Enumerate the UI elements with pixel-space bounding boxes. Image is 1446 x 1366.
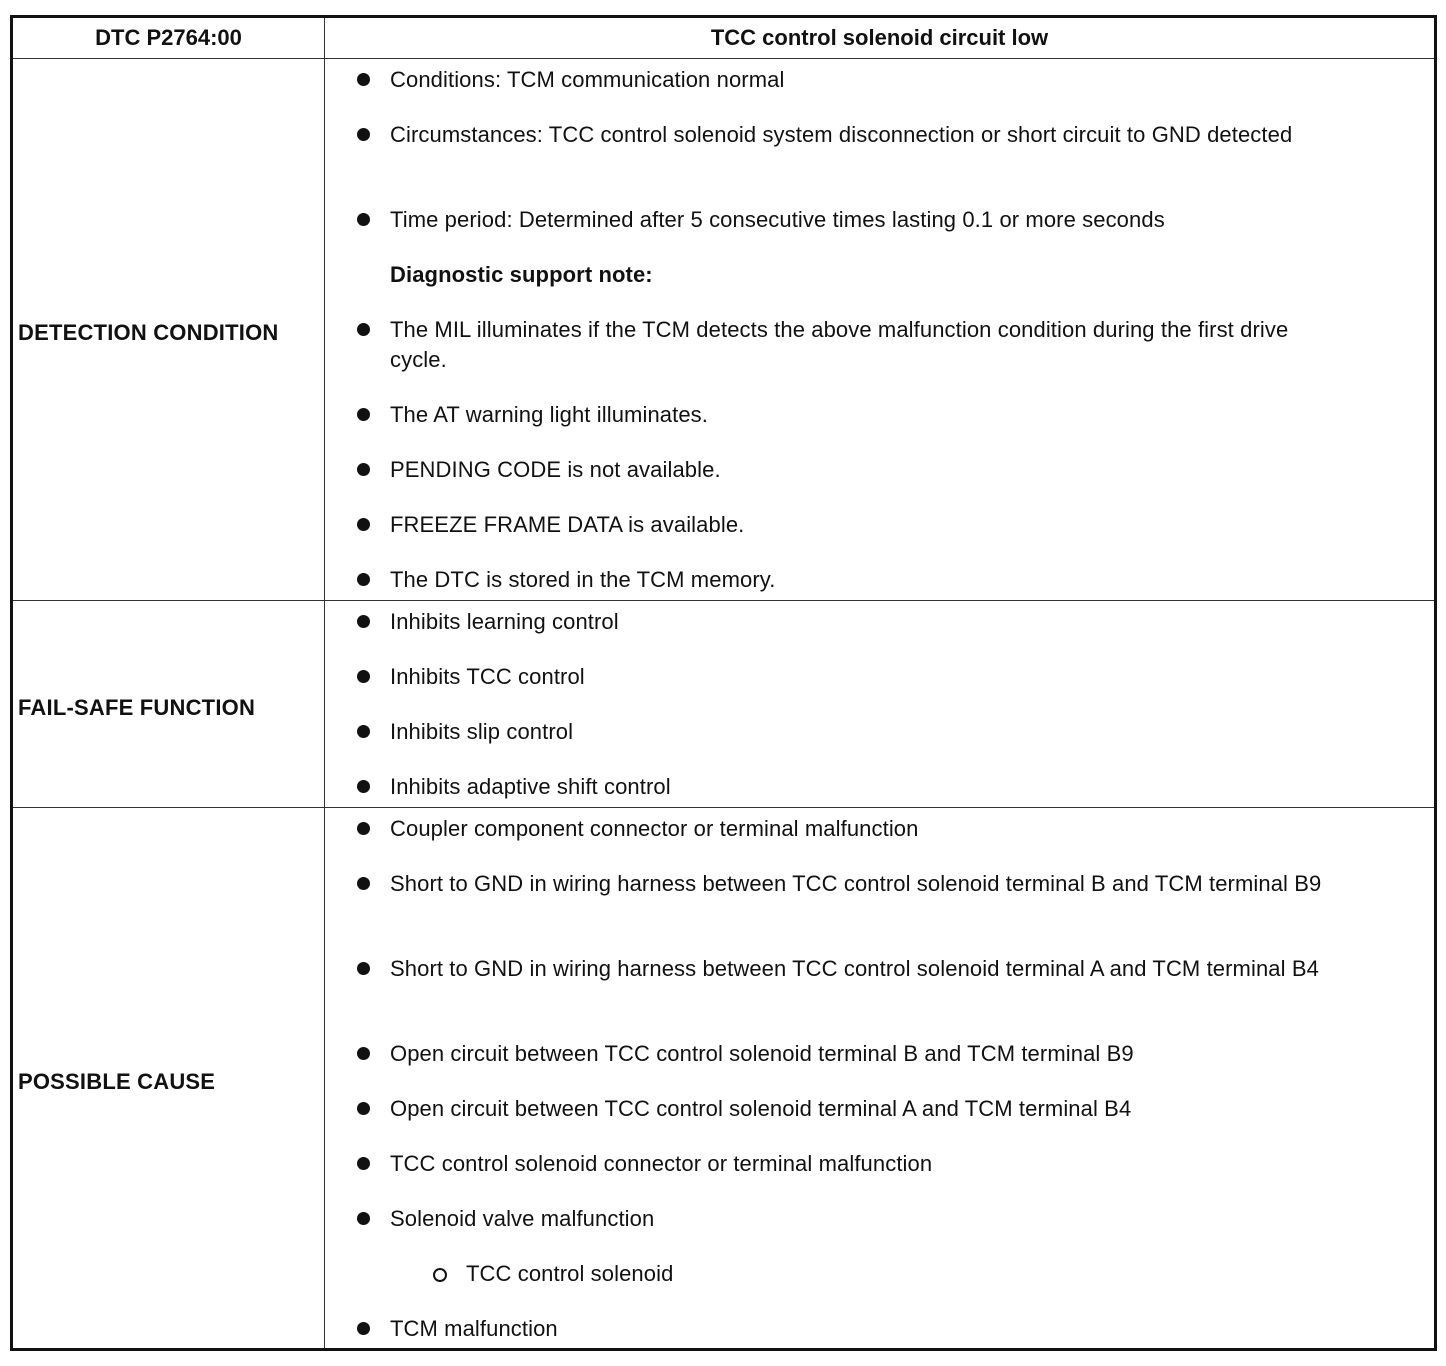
list-item: TCC control solenoid connector or terminal malfunction — [390, 1149, 1350, 1179]
header-divider — [13, 58, 1434, 59]
list-item: Short to GND in wiring harness between TCC control solenoid terminal A and TCM terminal B4 — [390, 954, 1350, 984]
list-item: Solenoid valve malfunction — [390, 1204, 1350, 1234]
bullet-icon — [357, 323, 370, 336]
bullet-icon — [357, 463, 370, 476]
bullet-icon — [357, 128, 370, 141]
bullet-icon — [357, 670, 370, 683]
bullet-icon — [357, 725, 370, 738]
list-item: Open circuit between TCC control solenoid terminal A and TCM terminal B4 — [390, 1094, 1350, 1124]
bullet-icon — [357, 408, 370, 421]
bullet-icon — [357, 1047, 370, 1060]
bullet-icon — [357, 1212, 370, 1225]
bullet-icon — [357, 1102, 370, 1115]
bullet-icon — [357, 877, 370, 890]
list-item: The DTC is stored in the TCM memory. — [390, 565, 1350, 595]
sub-list-item: TCC control solenoid — [466, 1259, 1426, 1289]
bullet-icon — [357, 73, 370, 86]
list-item: PENDING CODE is not available. — [390, 455, 1350, 485]
bullet-icon — [357, 1322, 370, 1335]
detection-condition-label: DETECTION CONDITION — [18, 320, 279, 345]
bullet-icon — [357, 615, 370, 628]
diagnostic-note-heading: Diagnostic support note: — [390, 262, 653, 287]
column-divider — [324, 18, 325, 1348]
bullet-icon — [357, 822, 370, 835]
list-item: Time period: Determined after 5 consecutive times lasting 0.1 or more seconds — [390, 205, 1350, 235]
list-item: Inhibits learning control — [390, 607, 1350, 637]
list-item: Coupler component connector or terminal malfunction — [390, 814, 1350, 844]
bullet-icon — [357, 962, 370, 975]
hollow-bullet-icon — [433, 1268, 447, 1282]
list-item: Inhibits TCC control — [390, 662, 1350, 692]
row-divider-2 — [13, 807, 1434, 808]
bullet-icon — [357, 780, 370, 793]
list-item: Inhibits adaptive shift control — [390, 772, 1350, 802]
list-item: Inhibits slip control — [390, 717, 1350, 747]
bullet-icon — [357, 573, 370, 586]
bullet-icon — [357, 518, 370, 531]
list-item: Open circuit between TCC control solenoid terminal B and TCM terminal B9 — [390, 1039, 1350, 1069]
bullet-icon — [357, 213, 370, 226]
possible-cause-label: POSSIBLE CAUSE — [18, 1069, 216, 1094]
list-item: Short to GND in wiring harness between TCC control solenoid terminal B and TCM terminal B9 — [390, 869, 1350, 899]
list-item: The AT warning light illuminates. — [390, 400, 1350, 430]
list-item: Circumstances: TCC control solenoid system disconnection or short circuit to GND detected — [390, 120, 1350, 150]
fail-safe-function-label: FAIL-SAFE FUNCTION — [18, 695, 256, 720]
dtc-title-header: TCC control solenoid circuit low — [710, 25, 1049, 50]
list-item: The MIL illuminates if the TCM detects the above malfunction condition during the first drive cycle. — [390, 315, 1350, 375]
list-item: TCM malfunction — [390, 1314, 1350, 1344]
bullet-icon — [357, 1157, 370, 1170]
list-item: Conditions: TCM communication normal — [390, 65, 1350, 95]
list-item: FREEZE FRAME DATA is available. — [390, 510, 1350, 540]
dtc-code-header: DTC P2764:00 — [95, 25, 242, 50]
row-divider-1 — [13, 600, 1434, 601]
